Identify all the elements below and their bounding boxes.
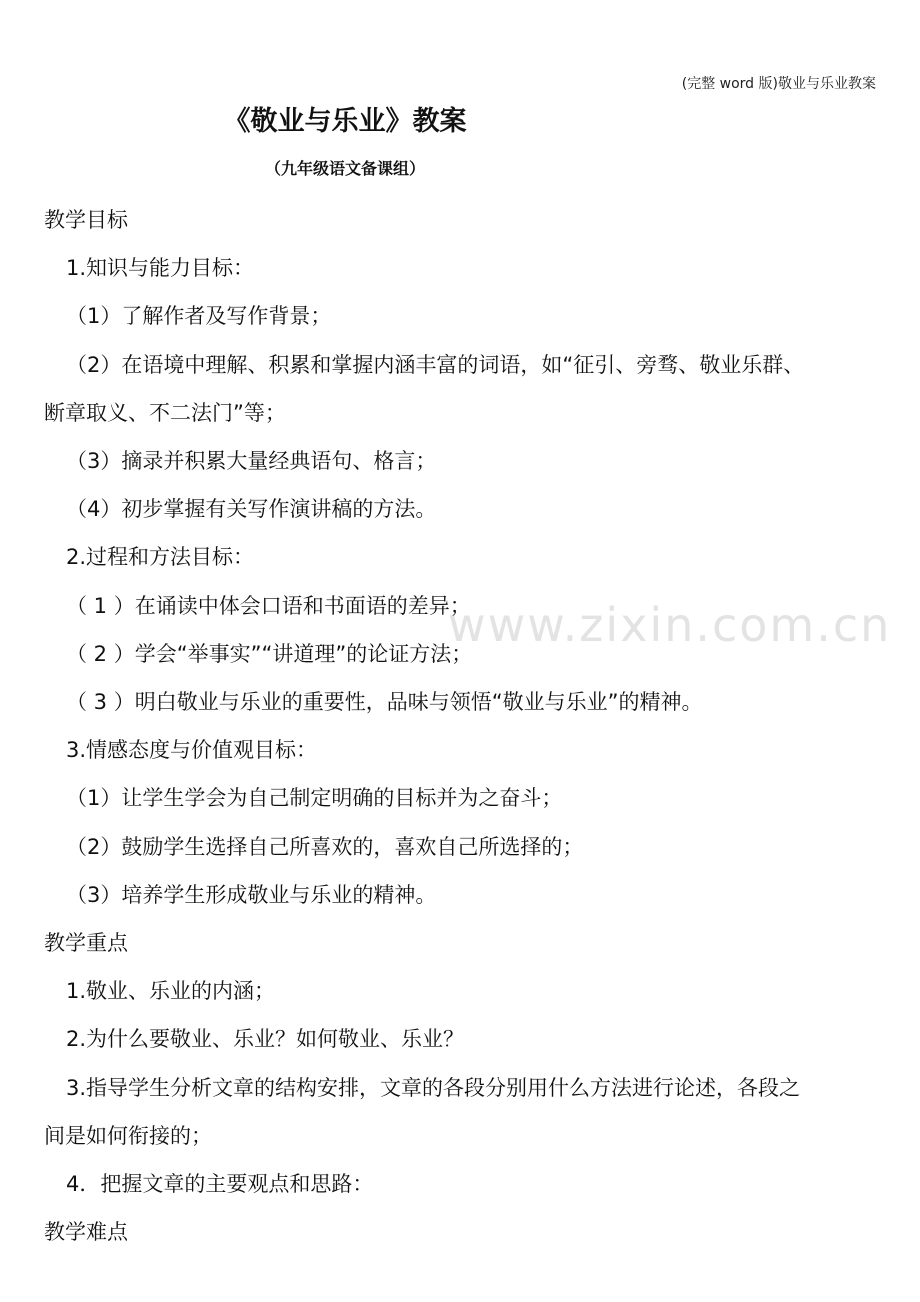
list-item: （3）培养学生形成敬业与乐业的精神。	[66, 882, 437, 907]
list-item-continuation: 断章取义、不二法门”等；	[44, 400, 286, 425]
objective-emotion-heading: 3.情感态度与价值观目标：	[66, 738, 318, 763]
page-title: 《敬业与乐业》教案	[223, 106, 467, 137]
watermark: www.zixin.com.cn	[448, 598, 892, 652]
list-item: 1.敬业、乐业的内涵；	[66, 979, 276, 1004]
section-heading-key-points: 教学重点	[44, 931, 128, 956]
list-item: （ 3 ）明白敬业与乐业的重要性，品味与领悟“敬业与乐业”的精神。	[66, 690, 703, 715]
list-item: （4）初步掌握有关写作演讲稿的方法。	[66, 497, 437, 522]
document-body	[44, 196, 876, 1256]
list-item: （1）了解作者及写作背景；	[66, 304, 332, 329]
section-heading-difficulties: 教学难点	[44, 1220, 128, 1245]
document-header-label: (完整 word 版)敬业与乐业教案	[681, 76, 876, 92]
list-item: 4．把握文章的主要观点和思路：	[66, 1172, 374, 1197]
list-item: （3）摘录并积累大量经典语句、格言；	[66, 449, 437, 474]
list-item: （ 1 ）在诵读中体会口语和书面语的差异；	[66, 593, 471, 618]
objective-knowledge-heading: 1.知识与能力目标：	[66, 256, 255, 281]
list-item: 2.为什么要敬业、乐业？如何敬业、乐业？	[66, 1027, 465, 1052]
list-item: 3.指导学生分析文章的结构安排，文章的各段分别用什么方法进行论述，各段之	[66, 1075, 801, 1100]
list-item-continuation: 间是如何衔接的；	[44, 1123, 212, 1148]
section-heading-objectives: 教学目标	[44, 208, 128, 232]
list-item: （ 2 ）学会“举事实”“讲道理”的论证方法；	[66, 641, 473, 666]
list-item: （2）鼓励学生选择自己所喜欢的，喜欢自己所选择的；	[66, 834, 584, 859]
page-subtitle: （九年级语文备课组）	[264, 159, 425, 178]
list-item: （2）在语境中理解、积累和掌握内涵丰富的词语，如“征引、旁骛、敬业乐群、	[66, 352, 805, 377]
list-item: （1）让学生学会为自己制定明确的目标并为之奋斗；	[66, 786, 563, 811]
objective-process-heading: 2.过程和方法目标：	[66, 545, 255, 570]
